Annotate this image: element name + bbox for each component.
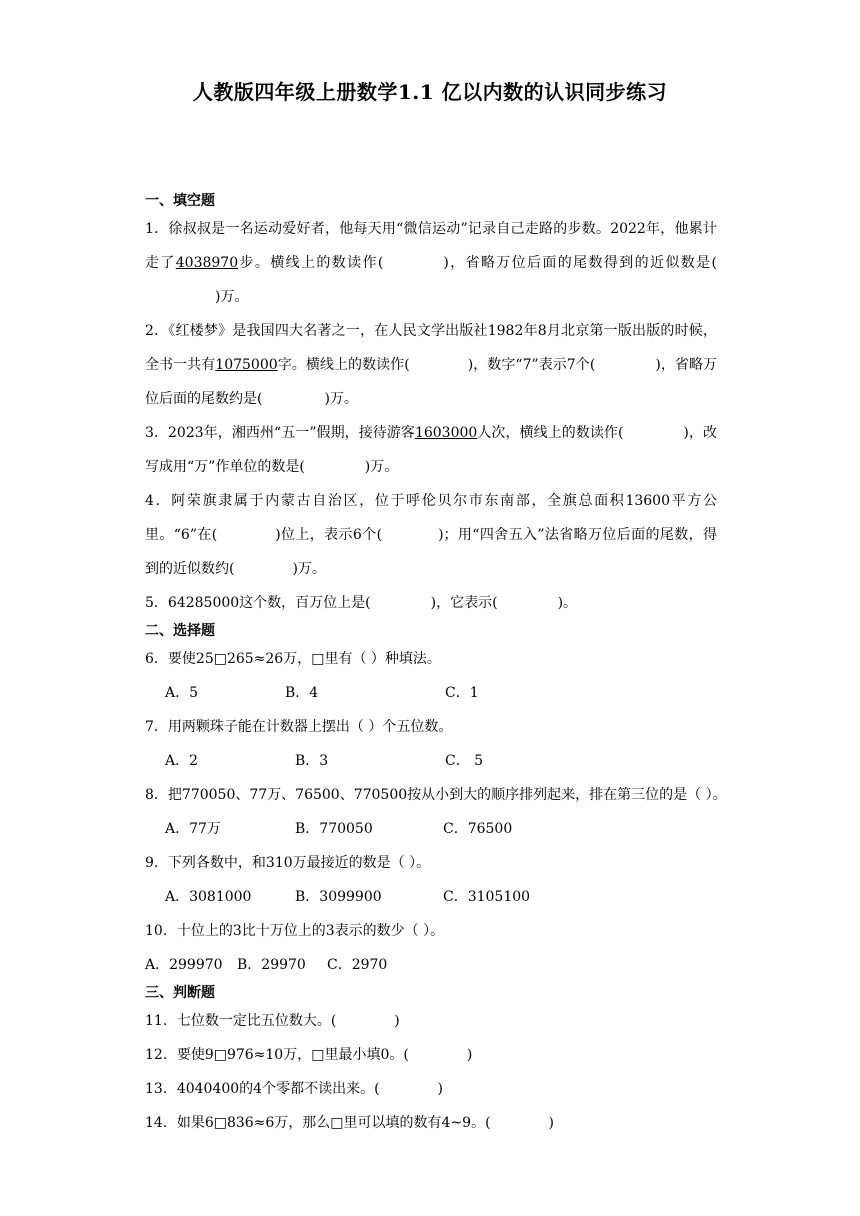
option-a[interactable]: A．3081000 — [165, 889, 252, 905]
question-4: 4．阿荣旗隶属于内蒙古自治区，位于呼伦贝尔市东南部，全旗总面积13600平方公里。“6”在( )位上，表示6个( )；用“四舍五入”法省略万位后面的尾数，得到的近似数约( )万。 — [145, 493, 718, 577]
question-6: 6．要使25□265≈26万，□里有（ ）种填法。 — [145, 651, 441, 667]
option-b[interactable]: B．4 — [285, 685, 319, 701]
question-10: 10．十位上的3比十万位上的3表示的数少（ ）。 — [145, 923, 445, 939]
option-b[interactable]: B．3099900 — [295, 889, 382, 905]
section-heading-fill: 一、填空题 — [145, 193, 215, 209]
question-9-options — [145, 880, 717, 914]
question-7-options — [145, 744, 717, 778]
question-6-options — [145, 676, 717, 710]
underlined-number: 4038970 — [175, 255, 239, 271]
question-13: 13．4040400的4个零都不读出来。( ) — [145, 1081, 444, 1097]
option-a[interactable]: A．5 — [165, 685, 199, 701]
question-11: 11．七位数一定比五位数大。( ) — [145, 1013, 400, 1029]
question-8: 8．把770050、77万、76500、770500按从小到大的顺序排列起来，排在第三位的是（ ）。 — [145, 787, 727, 803]
option-a[interactable]: A．2 — [165, 753, 199, 769]
section-heading-judge: 三、判断题 — [145, 985, 215, 1001]
question-2: 2．《红楼梦》是我国四大名著之一，在人民文学出版社1982年8月北京第一版出版的时候，全书一共有1075000字。横线上的数读作( )，数字“7”表示7个( )，省略万位后面的尾数约是( )万。 — [145, 323, 718, 407]
option-a[interactable]: A．299970 — [145, 957, 223, 973]
question-1: 1．徐叔叔是一名运动爱好者，他每天用“微信运动”记录自己走路的步数。2022年，他累计走了4038970步。横线上的数读作( )，省略万位后面的尾数得到的近似数是()万。 — [145, 221, 717, 305]
underlined-number: 1075000 — [215, 357, 278, 373]
option-c[interactable]: C． 5 — [445, 753, 484, 769]
option-b[interactable]: B．29970 — [237, 957, 306, 973]
option-c[interactable]: C．1 — [445, 685, 479, 701]
question-3: 3．2023年，湘西州“五一”假期，接待游客1603000人次，横线上的数读作( )，改写成用“万”作单位的数是( )万。 — [145, 425, 717, 475]
page-title: 人教版四年级上册数学1.1 亿以内数的认识同步练习 — [192, 80, 668, 104]
option-b[interactable]: B．3 — [295, 753, 329, 769]
option-c[interactable]: C．76500 — [443, 821, 513, 837]
question-12: 12．要使9□976≈10万，□里最小填0。( ) — [145, 1047, 473, 1063]
option-c[interactable]: C．2970 — [327, 957, 388, 973]
option-b[interactable]: B．770050 — [295, 821, 373, 837]
question-9: 9．下列各数中，和310万最接近的数是（ ）。 — [145, 855, 431, 871]
question-8-options — [145, 812, 717, 846]
underlined-number: 1603000 — [414, 425, 478, 441]
question-5: 5．64285000这个数，百万位上是( )，它表示( )。 — [145, 595, 578, 611]
question-7: 7．用两颗珠子能在计数器上摆出（ ）个五位数。 — [145, 719, 453, 735]
section-heading-choice: 二、选择题 — [145, 623, 215, 639]
worksheet-content — [145, 190, 727, 1140]
option-c[interactable]: C．3105100 — [443, 889, 531, 905]
question-14: 14．如果6□836≈6万，那么□里可以填的数有4~9。( ) — [145, 1115, 555, 1131]
question-10-options — [145, 948, 717, 982]
option-a[interactable]: A．77万 — [165, 821, 221, 837]
